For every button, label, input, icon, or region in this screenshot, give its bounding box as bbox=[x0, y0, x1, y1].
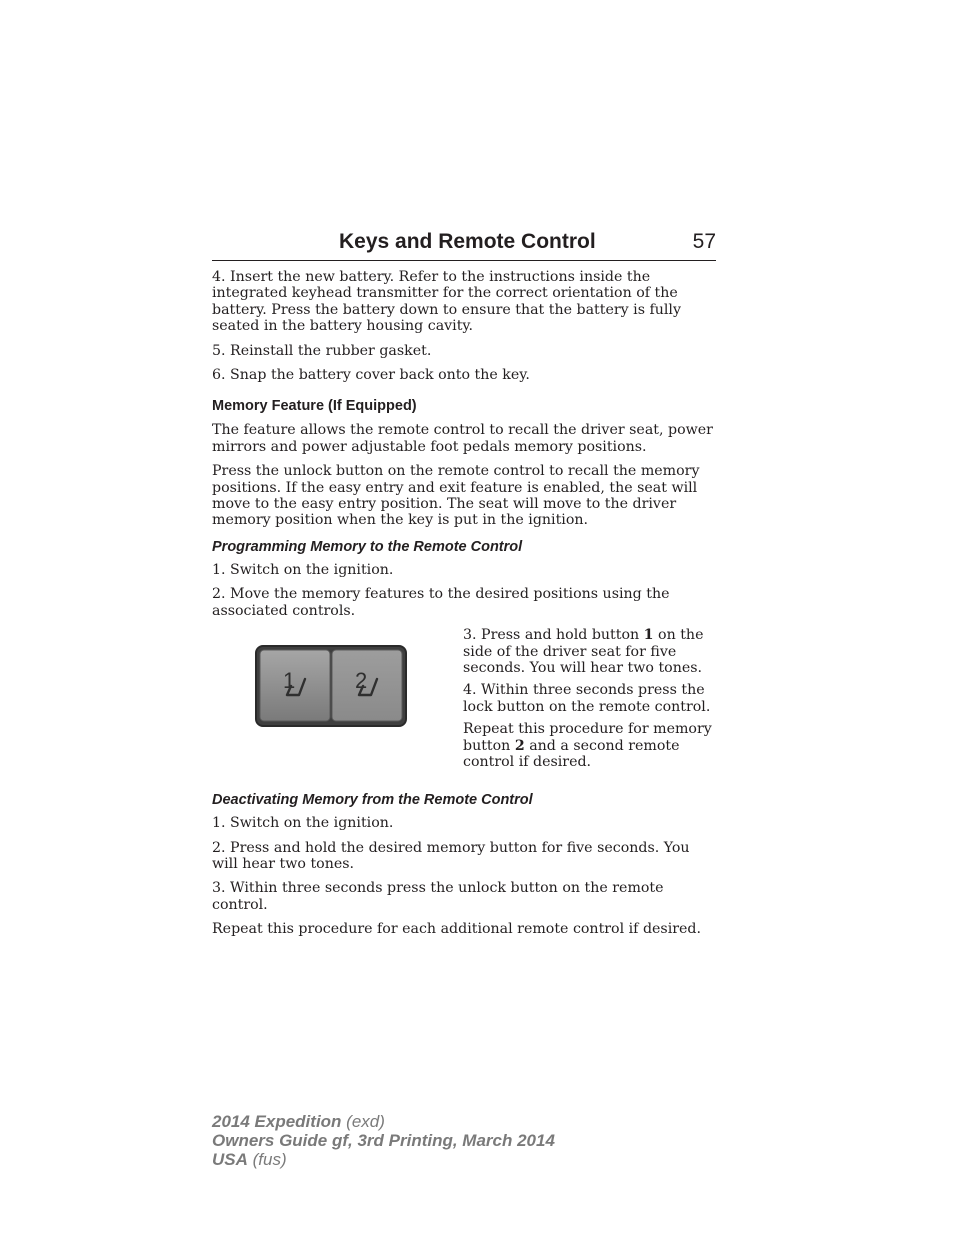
repeat-button-number: 2 bbox=[514, 737, 525, 754]
deactivating-heading: Deactivating Memory from the Remote Control bbox=[212, 792, 533, 809]
footer-line-3 bbox=[212, 1150, 555, 1169]
step-3-text-b: on the side of the driver seat for five seconds. You will hear two tones. bbox=[463, 627, 704, 676]
battery-step-6: 6. Snap the battery cover back onto the key. bbox=[212, 367, 530, 384]
deactivating-step-2: 2. Press and hold the desired memory button for five seconds. You will hear two tones. bbox=[212, 839, 690, 872]
battery-step-5: 5. Reinstall the rubber gasket. bbox=[212, 342, 432, 359]
programming-heading: Programming Memory to the Remote Control bbox=[212, 538, 523, 555]
programming-step-1: 1. Switch on the ignition. bbox=[212, 561, 394, 578]
programming-repeat bbox=[463, 721, 721, 770]
footer-region-code: (fus) bbox=[247, 1150, 287, 1169]
page-number: 57 bbox=[692, 230, 716, 253]
battery-step-4: 4. Insert the new battery. Refer to the instructions inside the integrated keyhead transmitter for the correct orientation of the battery. Press the battery down to ensure that the battery is fully seated in the battery housing cavity. bbox=[212, 269, 681, 335]
footer-model: 2014 Expedition bbox=[212, 1112, 342, 1131]
button-1-label: 1 bbox=[283, 668, 296, 694]
step-3-button-number: 1 bbox=[643, 627, 654, 644]
deactivating-repeat: Repeat this procedure for each additional remote control if desired. bbox=[212, 921, 702, 938]
memory-buttons-illustration bbox=[255, 645, 407, 727]
page-content bbox=[212, 269, 718, 946]
footer-line-2: Owners Guide gf, 3rd Printing, March 2014 bbox=[212, 1131, 555, 1150]
memory-heading: Memory Feature (If Equipped) bbox=[212, 398, 417, 415]
footer-line-1 bbox=[212, 1112, 555, 1131]
page-header bbox=[212, 226, 716, 261]
memory-buttons-figure bbox=[255, 645, 407, 727]
section-title: Keys and Remote Control bbox=[339, 230, 596, 253]
repeat-text-b: and a second remote control if desired. bbox=[463, 737, 680, 770]
figure-side-text bbox=[463, 627, 721, 776]
programming-step-2: 2. Move the memory features to the desired positions using the associated controls. bbox=[212, 586, 670, 619]
memory-para-2: Press the unlock button on the remote control to recall the memory positions. If the easy entry and exit feature is enabled, the seat will move to the easy entry position. The seat will move to the driver memory position when the key is put in the ignition. bbox=[212, 463, 700, 529]
memory-para-1: The feature allows the remote control to recall the driver seat, power mirrors and power adjustable foot pedals memory positions. bbox=[212, 422, 713, 455]
deactivating-step-1: 1. Switch on the ignition. bbox=[212, 815, 394, 832]
programming-figure-row bbox=[212, 627, 718, 782]
deactivating-step-3: 3. Within three seconds press the unlock button on the remote control. bbox=[212, 880, 664, 913]
page-footer bbox=[212, 1112, 555, 1169]
step-3-text-a: 3. Press and hold button bbox=[463, 627, 644, 644]
footer-region: USA bbox=[212, 1150, 248, 1169]
footer-model-code: (exd) bbox=[341, 1112, 385, 1131]
repeat-text-a: Repeat this procedure for memory button bbox=[463, 721, 712, 754]
programming-step-3 bbox=[463, 627, 721, 676]
programming-step-4: 4. Within three seconds press the lock button on the remote control. bbox=[463, 682, 711, 715]
button-2-label: 2 bbox=[355, 668, 368, 694]
